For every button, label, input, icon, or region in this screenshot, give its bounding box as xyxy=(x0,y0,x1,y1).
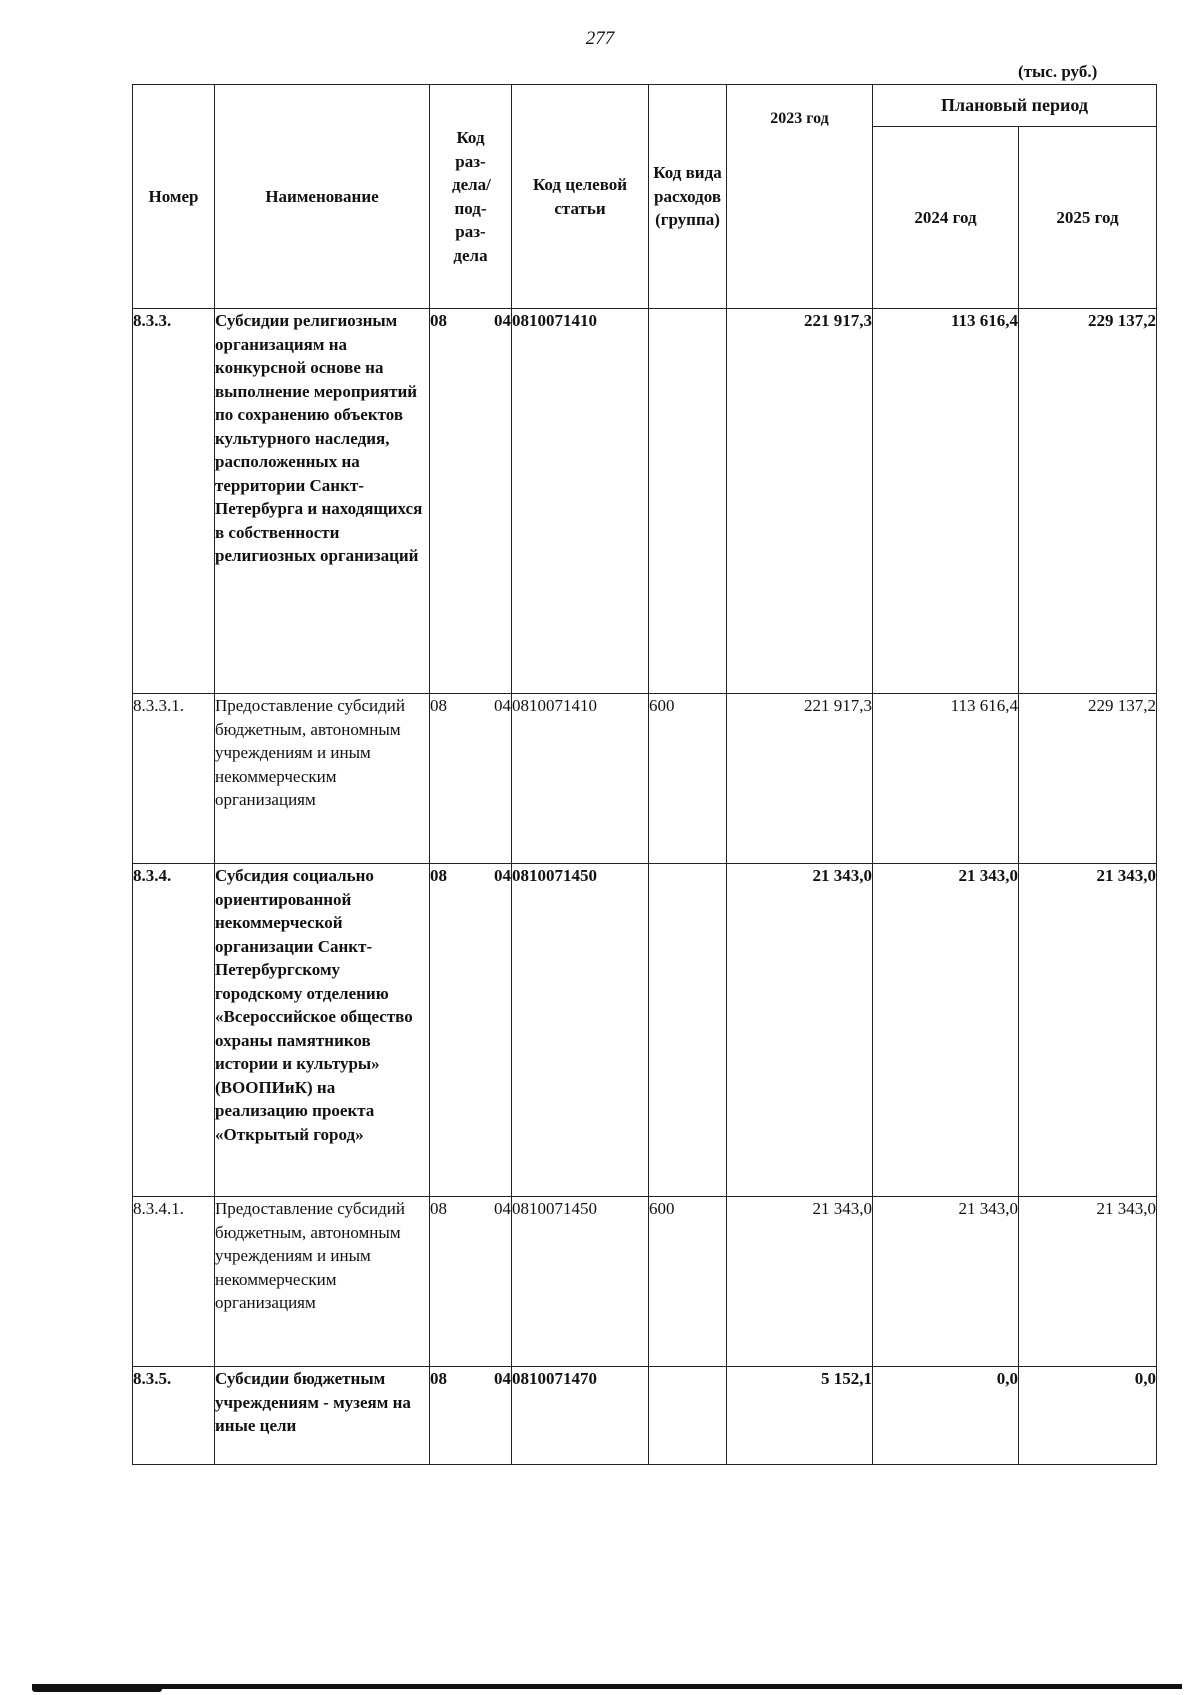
table-row xyxy=(133,694,1157,864)
header-planned-period: Плановый период xyxy=(873,85,1157,127)
row-2025: 0,0 xyxy=(1019,1367,1157,1465)
header-row-1 xyxy=(133,85,1157,127)
row-2023: 5 152,1 xyxy=(727,1367,873,1465)
row-target: 0810071410 xyxy=(512,694,649,864)
row-2023: 221 917,3 xyxy=(727,694,873,864)
row-2025: 229 137,2 xyxy=(1019,694,1157,864)
row-2024: 21 343,0 xyxy=(873,864,1019,1197)
row-target: 0810071450 xyxy=(512,1197,649,1367)
header-2023: 2023 год xyxy=(727,85,873,309)
header-2025: 2025 год xyxy=(1019,127,1157,309)
header-section: Код раз-дела/ под-раз-дела xyxy=(430,85,512,309)
header-name: Наименование xyxy=(215,85,430,309)
row-number: 8.3.5. xyxy=(133,1367,215,1465)
table-row xyxy=(133,1197,1157,1367)
section-code: 08 xyxy=(430,1199,447,1218)
section-code: 08 xyxy=(430,1369,447,1388)
section-code: 08 xyxy=(430,311,447,330)
bottom-rule xyxy=(32,1684,1182,1689)
row-section xyxy=(430,1197,512,1367)
row-2023: 221 917,3 xyxy=(727,309,873,694)
header-number: Номер xyxy=(133,85,215,309)
row-section xyxy=(430,309,512,694)
section-code: 08 xyxy=(430,866,447,885)
row-section xyxy=(430,864,512,1197)
subsection-code: 04 xyxy=(494,866,511,885)
row-2024: 113 616,4 xyxy=(873,309,1019,694)
row-section xyxy=(430,694,512,864)
row-type: 600 xyxy=(649,1197,727,1367)
row-number: 8.3.3. xyxy=(133,309,215,694)
row-target: 0810071410 xyxy=(512,309,649,694)
bottom-rule-mark xyxy=(32,1686,162,1692)
units-label: (тыс. руб.) xyxy=(1018,62,1098,81)
row-number: 8.3.3.1. xyxy=(133,694,215,864)
row-type xyxy=(649,309,727,694)
row-type: 600 xyxy=(649,694,727,864)
row-name: Субсидия социально ориентированной некоммерческой организации Санкт-Петербургскому городскому отделению «Всероссийское общество охраны памятников истории и культуры» (ВООПИиК) на реализацию проекта «Открытый город» xyxy=(215,864,430,1197)
row-name: Предоставление субсидий бюджетным, автономным учреждениям и иным некоммерческим организациям xyxy=(215,694,430,864)
table-row xyxy=(133,1367,1157,1465)
row-number: 8.3.4. xyxy=(133,864,215,1197)
page-number: 277 xyxy=(585,28,615,49)
row-number: 8.3.4.1. xyxy=(133,1197,215,1367)
row-section xyxy=(430,1367,512,1465)
row-2024: 21 343,0 xyxy=(873,1197,1019,1367)
subsection-code: 04 xyxy=(494,1369,511,1388)
subsection-code: 04 xyxy=(494,311,511,330)
row-2025: 21 343,0 xyxy=(1019,1197,1157,1367)
row-2023: 21 343,0 xyxy=(727,1197,873,1367)
row-type xyxy=(649,864,727,1197)
row-target: 0810071450 xyxy=(512,864,649,1197)
subsection-code: 04 xyxy=(494,1199,511,1218)
table-row xyxy=(133,309,1157,694)
header-type: Код вида расходов (группа) xyxy=(649,85,727,309)
header-2024: 2024 год xyxy=(873,127,1019,309)
row-name: Субсидии религиозным организациям на конкурсной основе на выполнение мероприятий по сохранению объектов культурного наследия, расположенных на территории Санкт-Петербурга и находящихся в собственности религиозных организаций xyxy=(215,309,430,694)
row-2025: 229 137,2 xyxy=(1019,309,1157,694)
row-2025: 21 343,0 xyxy=(1019,864,1157,1197)
row-2023: 21 343,0 xyxy=(727,864,873,1197)
budget-table xyxy=(132,84,1157,1465)
row-target: 0810071470 xyxy=(512,1367,649,1465)
row-name: Субсидии бюджетным учреждениям - музеям на иные цели xyxy=(215,1367,430,1465)
row-2024: 113 616,4 xyxy=(873,694,1019,864)
header-target: Код целевой статьи xyxy=(512,85,649,309)
table-row xyxy=(133,864,1157,1197)
row-2024: 0,0 xyxy=(873,1367,1019,1465)
section-code: 08 xyxy=(430,696,447,715)
row-type xyxy=(649,1367,727,1465)
row-name: Предоставление субсидий бюджетным, автономным учреждениям и иным некоммерческим организациям xyxy=(215,1197,430,1367)
subsection-code: 04 xyxy=(494,696,511,715)
